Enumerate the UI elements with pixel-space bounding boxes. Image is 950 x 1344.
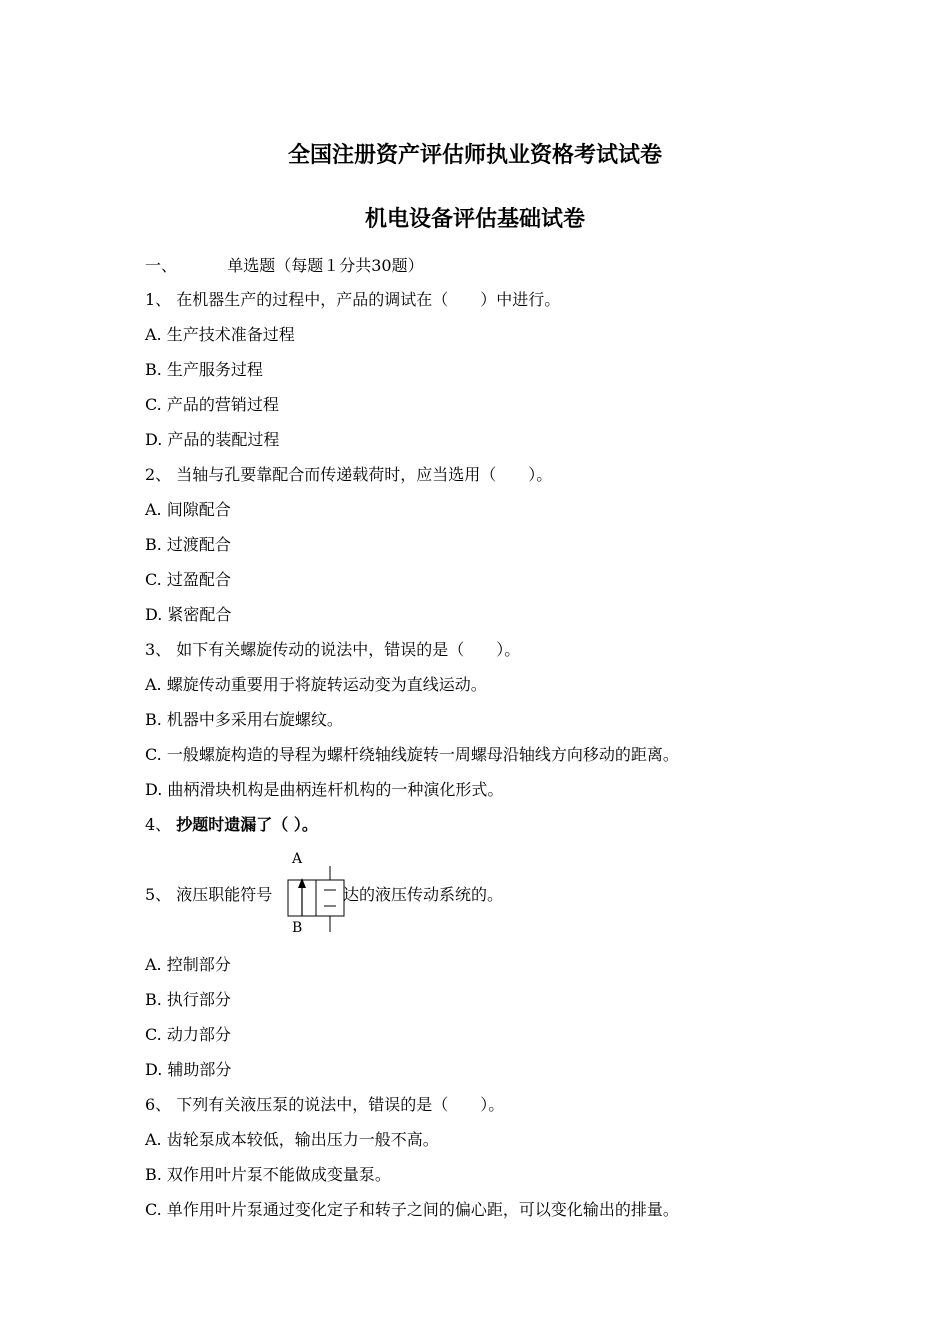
question-1-option-a: A. 生产技术准备过程	[145, 325, 295, 344]
question-6-option-b: B. 双作用叶片泵不能做成变量泵。	[145, 1165, 391, 1184]
question-1-option-d: D. 产品的装配过程	[145, 430, 280, 449]
question-3-option-a: A. 螺旋传动重要用于将旋转运动变为直线运动。	[145, 675, 487, 694]
question-5-option-c: C. 动力部分	[145, 1025, 231, 1044]
question-1-option-b: B. 生产服务过程	[145, 360, 263, 379]
section-heading	[145, 256, 424, 276]
question-5-option-b: B. 执行部分	[145, 990, 231, 1009]
question-1-stem: 1、 在机器生产的过程中，产品的调试在（ ）中进行。	[145, 290, 561, 309]
question-2-option-d: D. 紧密配合	[145, 605, 232, 624]
symbol-port-b-label: B	[292, 920, 303, 936]
question-4-stem: 抄题时遗漏了（ ）。	[176, 815, 318, 834]
question-2-stem: 2、 当轴与孔要靠配合而传递载荷时，应当选用（ ）。	[145, 465, 553, 484]
question-3-option-d: D. 曲柄滑块机构是曲柄连杆机构的一种演化形式。	[145, 780, 504, 799]
section-label: 单选题（每题１分共30题）	[227, 256, 424, 275]
question-3-option-b: B. 机器中多采用右旋螺纹。	[145, 710, 343, 729]
question-5-stem-suffix: 达的液压传动系统的。	[343, 885, 504, 904]
question-6-option-a: A. 齿轮泵成本较低，输出压力一般不高。	[145, 1130, 439, 1149]
question-1-option-c: C. 产品的营销过程	[145, 395, 279, 414]
question-4	[145, 815, 318, 835]
question-6-option-c: C. 单作用叶片泵通过变化定子和转子之间的偏心距，可以变化输出的排量。	[145, 1200, 679, 1219]
question-5-option-d: D. 辅助部分	[145, 1060, 232, 1079]
question-5-option-a: A. 控制部分	[145, 955, 231, 974]
question-3-option-c: C. 一般螺旋构造的导程为螺杆绕轴线旋转一周螺母沿轴线方向移动的距离。	[145, 745, 679, 764]
question-4-number: 4、	[145, 815, 172, 834]
question-2-option-c: C. 过盈配合	[145, 570, 231, 589]
question-2-option-a: A. 间隙配合	[145, 500, 231, 519]
exam-title: 全国注册资产评估师执业资格考试试卷	[287, 143, 662, 168]
question-3-stem: 3、 如下有关螺旋传动的说法中，错误的是（ ）。	[145, 640, 521, 659]
question-2-option-b: B. 过渡配合	[145, 535, 231, 554]
question-5-stem-prefix: 5、 液压职能符号	[145, 885, 273, 904]
symbol-port-a-label: A	[292, 851, 303, 867]
section-number: 一、	[145, 256, 178, 275]
exam-subtitle: 机电设备评估基础试卷	[364, 207, 585, 232]
question-6-stem: 6、 下列有关液压泵的说法中，错误的是（ ）。	[145, 1095, 505, 1114]
